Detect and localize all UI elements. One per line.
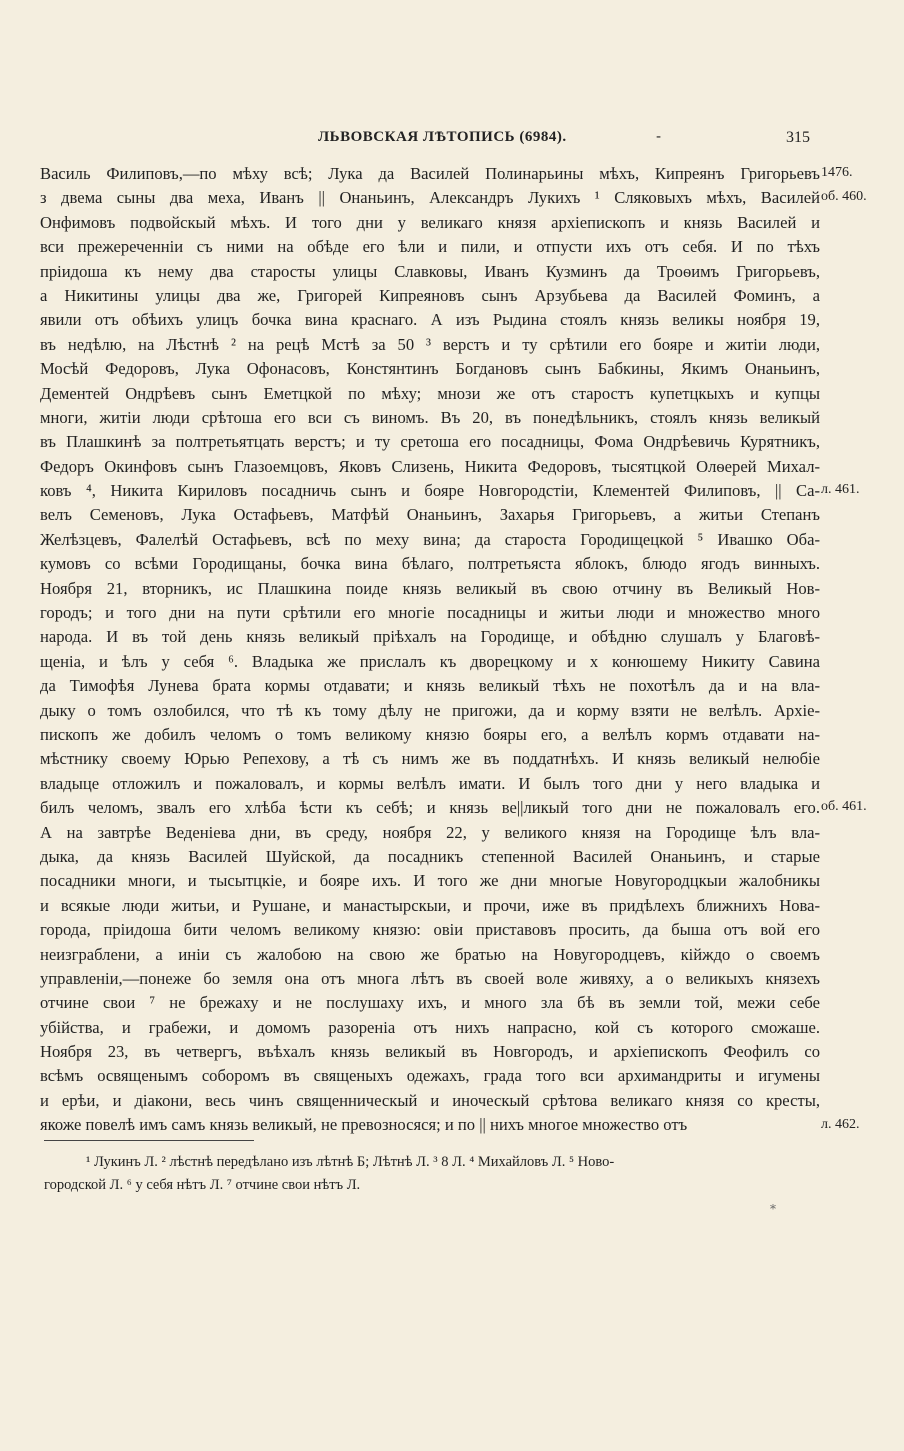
page-number: 315 [786, 129, 810, 146]
text-line: отчине свои ⁷ не брежаху и не послушаху ихъ, и много зла бѣ въ земли той, межи себе [40, 993, 820, 1013]
text-line: дыка, да князь Василей Шуйской, да посадникъ степенной Василей Онаньинъ, и старые [40, 846, 820, 866]
text-line: ковъ ⁴, Никита Кириловъ посадничь сынъ и бояре Новгородстіи, Клементей Филиповъ, || Са- [40, 481, 820, 501]
text-line: явили отъ обѣихъ улицъ бочка вина краснаго. А изъ Рыдина стоялъ князь великы ноября 19, [40, 310, 820, 330]
text-line: Онфимовъ подвойскый мѣхъ. И того дни у великаго князя архіепископъ и князь Василей и [40, 212, 820, 232]
ornament-star: * [770, 1202, 776, 1216]
text-line: мѣстнику своему Юрью Репехову, а тѣ съ нимъ же въ поддатнѣхъ. И князь великый нелюбіе [40, 749, 820, 769]
header-dash: - [656, 127, 662, 145]
text-line: всѣмъ освященымъ соборомъ въ священыхъ одежахъ, града того вси архимандриты и игумены [40, 1066, 820, 1086]
text-line: Желѣзцевъ, Фалелѣй Остафьевъ, всѣ по меху вина; да староста Городищецкой ⁵ Ивашко Оба- [40, 529, 820, 549]
text-line: Федоръ Окинфовъ сынъ Глазоемцовъ, Яковъ Слизень, Никита Федоровъ, тысятцкой Олѳерей Михал- [40, 456, 820, 476]
text-line: вси прежереченніи съ ними на обѣде его ѣли и пили, и отпусти ихъ отъ себя. И по тѣхъ [40, 237, 820, 257]
text-line: якоже повелѣ имъ самъ князь великый, не превозносяся; и по || нихъ многое множество отъ [40, 1115, 688, 1135]
text-line: пріидоша къ нему два старосты улицы Славковы, Иванъ Кузминъ да Троѳимъ Григорьевъ, [40, 261, 820, 281]
text-line: велъ Семеновъ, Лука Остафьевъ, Матфѣй Онаньинъ, Захарья Григорьевъ, а житьи Степанъ [40, 505, 820, 525]
text-line: дыку о томъ озлобился, что тѣ къ тому дѣлу не пригожи, да и корму взяти не велѣлъ. Архіе- [40, 700, 820, 720]
folio-margin-note: об. 461. [821, 799, 867, 815]
footnotes [44, 1151, 844, 1197]
text-line: народа. И въ той день князь великый пріѣхалъ на Городище, и обѣдню слушалъ у Благовѣ- [40, 627, 820, 647]
text-line: убійства, и грабежи, и домомъ разореніа отъ нихъ напрасно, кой съ которого сможаше. [40, 1017, 820, 1037]
text-line: з двема сыны два меха, Иванъ || Онаньинъ, Александръ Лукихъ ¹ Сляковыхъ мѣхъ, Василей [40, 188, 820, 208]
text-line: пископъ же добилъ челомъ о томъ великому князю бояры его, а велѣлъ кормъ отдавати на- [40, 724, 820, 744]
text-line: посадники многи, и тысытцкіе, и бояре ихъ. И того же дни многые Новугородцкыи жалобникы [40, 871, 820, 891]
text-line: и всякые люди житьи, и Рушане, и манастырскыи, и прочи, иже въ придѣлехъ ближнихъ Нова- [40, 895, 820, 915]
running-title: ЛЬВОВСКАЯ ЛѢТОПИСЬ (6984). [318, 129, 567, 145]
text-line: Ноября 23, въ четвергъ, въѣхалъ князь великый въ Новгородъ, и архіепископъ Феофилъ со [40, 1042, 820, 1062]
text-line: въ недѣлю, на Лѣстнѣ ² на рецѣ Мстѣ за 50 ³ верстъ и ту срѣтили его бояре и житіи люди, [40, 334, 820, 354]
main-text [40, 162, 820, 1138]
text-line: въ Плашкинѣ за полтретьятцать верстъ; и ту сретоша его посадницы, Фома Ондрѣевичь Курятникъ, [40, 432, 820, 452]
text-line: владыце отложилъ и пожаловалъ, и кормы велѣлъ имати. И былъ того дни у него владыка и [40, 773, 820, 793]
folio-margin-note: л. 461. [821, 482, 860, 498]
folio-margin-note: об. 460. [821, 189, 867, 205]
text-line: Ноября 21, вторникъ, ис Плашкина поиде князь великый въ свою отчину въ Великый Нов- [40, 578, 820, 598]
text-line: щеніа, и ѣлъ у себя ⁶. Владыка же прислалъ къ дворецкому и х конюшему Никиту Савина [40, 651, 820, 671]
footnote-rule [44, 1140, 254, 1141]
folio-margin-note: 1476. [821, 165, 853, 180]
text-line: многи, житіи люди срѣтоша его вси съ виномъ. Въ 20, въ понедѣльникъ, стоялъ князь великый [40, 407, 820, 427]
text-line: неизграблени, а иніи съ жалобою на свою же братью на Новугородцевъ, кійждо о своемъ [40, 944, 820, 964]
text-line: да Тимофѣя Лунева брата кормы отдавати; и князь великый тѣхъ не похотѣлъ да и на вла- [40, 676, 820, 696]
footnote-line: ¹ Лукинъ Л. ² лѣстнѣ передѣлано изъ лѣтнѣ Б; Лѣтнѣ Л. ³ 8 Л. ⁴ Михайловъ Л. ⁵ Ново- [86, 1154, 615, 1170]
footnote-line: городской Л. ⁶ у себя нѣтъ Л. ⁷ отчине свои нѣтъ Л. [44, 1177, 361, 1193]
folio-margin-note: л. 462. [821, 1116, 860, 1132]
text-line: Василь Филиповъ,—по мѣху всѣ; Лука да Василей Полинарьины мѣхъ, Кипреянъ Григорьевъ [40, 164, 820, 183]
text-line: а Никитины улицы два же, Григорей Кипреяновъ сынъ Арзубьева да Василей Фоминъ, а [40, 285, 820, 305]
text-line: городъ; и того дни на пути срѣтили его многіе посадницы и житьи люди и множество много [40, 603, 820, 623]
text-line: билъ челомъ, звалъ его хлѣба ѣсти къ себѣ; и князь ве||ликый того дни не пожаловалъ его. [40, 798, 820, 818]
text-line: кумовъ со всѣми Городищаны, бочка вина бѣлаго, полтретьяста яблокъ, блюдо ягодъ винныхъ. [40, 554, 820, 574]
text-line: Дементей Ондрѣевъ сынъ Еметцкой по мѣху; мнози же отъ старостъ купетцкыхъ и купцы [40, 383, 820, 403]
text-line: и ерѣи, и діакони, весь чинъ священническый и иноческый срѣтова великаго князя со кресты, [40, 1090, 820, 1110]
text-line: А на завтрѣе Веденіева дни, въ среду, ноября 22, у великого князя на Городище ѣлъ вла- [40, 822, 820, 842]
text-line: Мосѣй Федоровъ, Лука Офонасовъ, Констянтинъ Богдановъ сынъ Бабкины, Якимъ Онаньинъ, [40, 359, 820, 379]
text-line: города, пріидоша бити челомъ великому князю: овіи приставовъ просить, да быша отъ вой его [40, 920, 820, 940]
text-line: управленіи,—понеже бо земля она отъ многа лѣтъ въ своей воле живяху, а о великыхъ князехъ [40, 968, 820, 988]
